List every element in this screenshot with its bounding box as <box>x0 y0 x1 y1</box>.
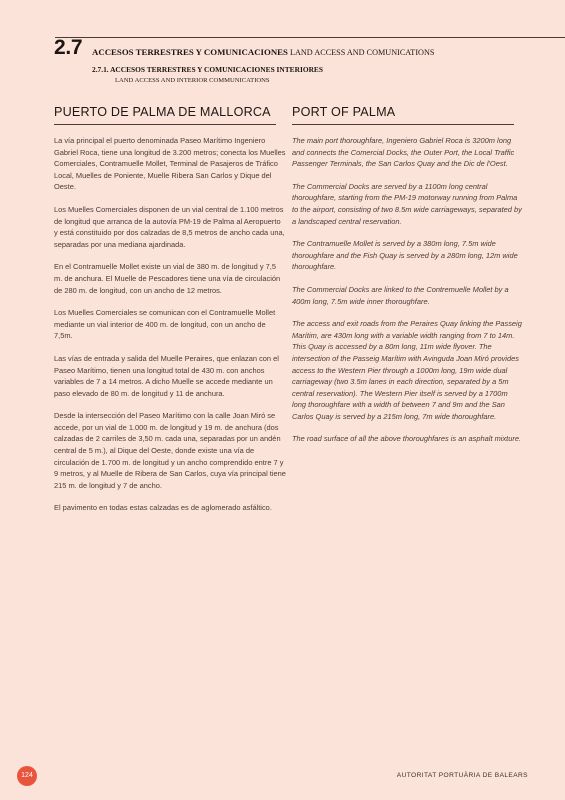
section-title <box>92 47 434 57</box>
right-paragraph: The access and exit roads from the Peraires Quay linking the Passeig Marítim, are 430m long with a variable width ranging from 7 to 14m. This Quay is accessed by a 80m long, 11m wide flyover. The intersection of the Passeig Marítim with Avinguda Joan Miró provides access to the Western Pier through a 1000m long, 19m wide dual carriageway (two 3.5m lanes in each direction, separated by a 5m central reservation). The Western Pier itself is served by a 1700m long thoroughfare with a width of between 7 and 9m and the San Carlos Quay is served by a 215m long, 7m wide thoroughfare. <box>292 319 522 421</box>
right-column-english <box>292 105 522 456</box>
page-number-badge: 124 <box>17 766 37 786</box>
right-column-heading: PORT OF PALMA <box>292 105 514 125</box>
right-paragraph: The Commercial Docks are served by a 1100m long central thoroughfare, starting from the PM-19 motorway running from Palma to the airport, consisting of two 8.5m wide carriageways, separated by a landscaped central reservation. <box>292 181 522 226</box>
section-title-en: LAND ACCESS AND COMUNICATIONS <box>289 48 435 57</box>
right-paragraph: The main port thoroughfare, Ingeniero Gabriel Roca is 3200m long and connects the Comercial Docks, the Outer Port, the Local Traffic Passenger Terminals, the San Carlos Quay and the Dic de l'Oest. <box>292 136 515 169</box>
left-paragraph: Desde la intersección del Paseo Marítimo con la calle Joan Miró se accede, por un vial de 1.000 m. de longitud y 19 m. de anchura (dos calzadas de 2 carriles de 3,50 m. cada una, separadas por un andén central de 5 m.), al Dique del Oeste, donde existe una vía de circulación de 1.700 m. de longitud y un ancho comprendido entre 7 y 9 metros, y al Muelle de Ribera de San Carlos, cuya vía principal tiene 215 m. de longitud y 7 de ancho. <box>54 411 286 490</box>
header-rule <box>55 37 565 38</box>
right-paragraph: The Contramuelle Mollet is served by a 380m long, 7.5m wide thoroughfare and the Fish Quay is served by a 280m long, 12m wide thoroughfare. <box>292 239 518 272</box>
subsection-title: 2.7.1. ACCESOS TERRESTRES Y COMUNICACIONES INTERIORES <box>92 65 323 74</box>
left-paragraph: Las vías de entrada y salida del Muelle Peraires, que enlazan con el Paseo Marítimo, tienen una longitud total de 430 m. con anchos variables de 7 a 14 metros. A dicho Muelle se accede mediante un paso elevado de 80 m. de longitud y 11 de anchura. <box>54 353 279 398</box>
left-column-heading: PUERTO DE PALMA DE MALLORCA <box>54 105 276 125</box>
left-paragraph: Los Muelles Comerciales disponen de un vial central de 1.100 metros de longitud que arranca de la autovía PM-19 de Palma al Aeropuerto y está constituido por dos calzadas de 8,5 metros de ancho cada una, separadas por una mediana ajardinada. <box>54 204 285 249</box>
left-paragraph: Los Muelles Comerciales se comunican con el Contramuelle Mollet mediante un vial interior de 400 m. de longitud, con un ancho de 7,5m. <box>54 308 276 341</box>
section-title-es: ACCESOS TERRESTRES Y COMUNICACIONES <box>92 47 288 57</box>
left-paragraph: El pavimento en todas estas calzadas es de aglomerado asfáltico. <box>54 503 272 513</box>
section-number: 2.7 <box>54 36 83 59</box>
right-paragraph: The road surface of all the above thoroughfares is an asphalt mixture. <box>292 434 522 444</box>
left-paragraph: En el Contramuelle Mollet existe un vial de 380 m. de longitud y 7,5 m. de anchura. El Muelle de Pescadores tiene una vía de circulación de 280 m. de longitud, con un ancho de 12 metros. <box>54 262 281 295</box>
subsection-title-en: LAND ACCESS AND INTERIOR COMMUNICATIONS <box>115 77 270 84</box>
left-paragraph: La vía principal el puerto denominada Paseo Marítimo Ingeniero Gabriel Roca, tiene una longitud de 3.200 metros; conecta los Muelles Comerciales, Contramuelle Mollet, Terminal de Pasajeros de Tráfico Local, Muelles de Poniente, Muelle Ribera San Carlos y Dique del Oeste. <box>54 136 286 192</box>
right-paragraph: The Commercial Docks are linked to the Contremuelle Mollet by a 400m long, 7.5m wide inner thoroughfare. <box>292 284 509 306</box>
footer-publisher: AUTORITAT PORTUÀRIA DE BALEARS <box>396 772 528 779</box>
left-column-spanish <box>54 105 286 525</box>
